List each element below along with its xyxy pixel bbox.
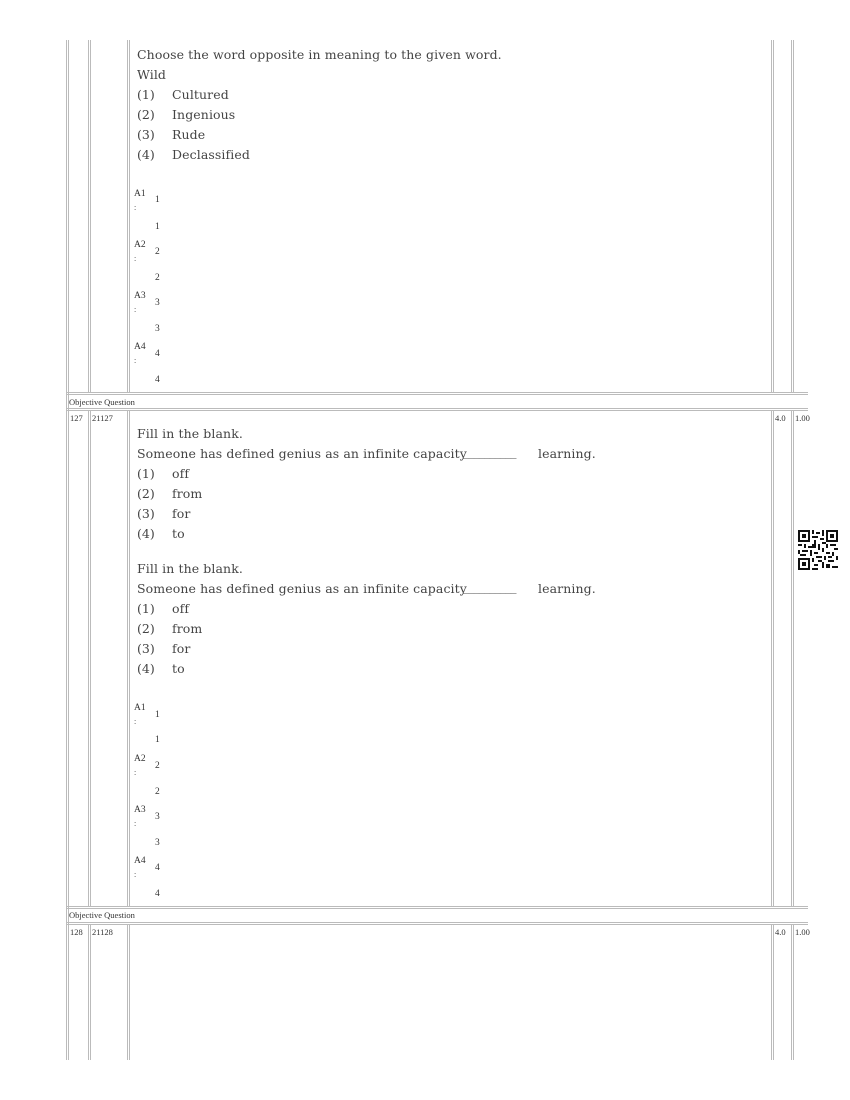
block1-answer-3-colon: : xyxy=(134,305,137,314)
left-border-inner xyxy=(68,40,69,1060)
block1-option-4-text: Declassified xyxy=(172,147,250,162)
q127-answer-2-value: 2 xyxy=(155,761,160,771)
q127-number: 127 xyxy=(70,413,83,423)
q127-id: 21127 xyxy=(92,413,113,423)
block1-option-3-text: Rude xyxy=(172,127,206,142)
col-divider-neg-2 xyxy=(793,40,794,392)
block1-word: Wild xyxy=(137,67,167,82)
q127-part1-sentence-a: Someone has defined genius as an infinite capacity xyxy=(137,446,467,461)
block1-bottom-border-2 xyxy=(66,394,808,395)
q127-part2-option-4-text: to xyxy=(172,661,185,676)
q128-neg-marks: 1.00 xyxy=(795,927,810,937)
q127-part2-option-3-text: for xyxy=(172,641,191,656)
q128-col-marks-2 xyxy=(773,924,774,1060)
q127-part1-option-1-text: off xyxy=(172,466,190,481)
q127-part2-heading: Fill in the blank. xyxy=(137,561,243,576)
q127-part1-blank: __________ xyxy=(463,444,516,459)
q127-answer-1-label: A1 xyxy=(134,703,146,713)
block1-answer-3-value: 3 xyxy=(155,298,160,308)
q127-part1-option-4-text: to xyxy=(172,526,185,541)
q127-col-number xyxy=(88,410,89,906)
block1-answer-1-colon: : xyxy=(134,203,137,212)
block1-answer-1-value: 1 xyxy=(155,195,160,205)
q127-part2-option-2-num: (2) xyxy=(137,621,155,636)
block1-answer-4-label: A4 xyxy=(134,342,146,352)
q127-part2-option-1-num: (1) xyxy=(137,601,155,616)
q127-part2-option-3-num: (3) xyxy=(137,641,155,656)
q128-col-neg-2 xyxy=(793,924,794,1060)
q127-answer-1-sub: 1 xyxy=(155,735,160,745)
q128-col-number xyxy=(88,924,89,1060)
q127-answer-4-sub: 4 xyxy=(155,889,160,899)
q127-answer-4-value: 4 xyxy=(155,863,160,873)
q127-bottom-border-2 xyxy=(66,908,808,909)
q128-marks: 4.0 xyxy=(775,927,786,937)
q127-part2-blank: __________ xyxy=(463,579,516,594)
block1-answer-2-sub: 2 xyxy=(155,273,160,283)
q127-col-id xyxy=(127,410,128,906)
left-border-outer xyxy=(66,40,67,1060)
block1-question: Choose the word opposite in meaning to the given word. xyxy=(137,47,502,62)
q127-col-number-2 xyxy=(90,410,91,906)
q127-col-neg-2 xyxy=(793,410,794,906)
q127-part1-option-4-num: (4) xyxy=(137,526,155,541)
section-label-objective-question-1: Objective Question xyxy=(69,397,135,407)
col-divider-number-2 xyxy=(90,40,91,392)
block1-option-1-num: (1) xyxy=(137,87,155,102)
block1-answer-1-sub: 1 xyxy=(155,222,160,232)
q127-top-border-2 xyxy=(66,410,808,411)
q127-answer-1-colon: : xyxy=(134,717,137,726)
q128-col-id-2 xyxy=(129,924,130,1060)
q127-answer-2-colon: : xyxy=(134,768,137,777)
block1-option-2-text: Ingenious xyxy=(172,107,236,122)
q127-answer-3-sub: 3 xyxy=(155,838,160,848)
block1-answer-3-sub: 3 xyxy=(155,324,160,334)
block1-answer-4-value: 4 xyxy=(155,349,160,359)
q127-col-neg xyxy=(791,410,792,906)
block1-answer-2-label: A2 xyxy=(134,240,146,250)
q128-top-border-2 xyxy=(66,924,808,925)
block1-option-4-num: (4) xyxy=(137,147,155,162)
block1-answer-3-label: A3 xyxy=(134,291,146,301)
q127-part2-option-4-num: (4) xyxy=(137,661,155,676)
col-divider-id-2 xyxy=(129,40,130,392)
q127-neg-marks: 1.00 xyxy=(795,413,810,423)
block1-bottom-border xyxy=(66,392,808,393)
q128-top-border xyxy=(66,922,808,923)
q127-bottom-border xyxy=(66,906,808,907)
q127-part2-option-2-text: from xyxy=(172,621,203,636)
q128-id: 21128 xyxy=(92,927,113,937)
q128-number: 128 xyxy=(70,927,83,937)
q128-col-neg xyxy=(791,924,792,1060)
block1-answer-1-label: A1 xyxy=(134,189,146,199)
block1-option-2-num: (2) xyxy=(137,107,155,122)
col-divider-number xyxy=(88,40,89,392)
q128-col-number-2 xyxy=(90,924,91,1060)
q128-col-marks xyxy=(771,924,772,1060)
q127-answer-2-sub: 2 xyxy=(155,787,160,797)
q127-part2-sentence-a: Someone has defined genius as an infinite capacity xyxy=(137,581,467,596)
q127-part1-option-2-num: (2) xyxy=(137,486,155,501)
qr-code-icon xyxy=(798,530,838,570)
q127-part1-option-1-num: (1) xyxy=(137,466,155,481)
q127-answer-3-colon: : xyxy=(134,819,137,828)
col-divider-neg xyxy=(791,40,792,392)
q127-col-marks-2 xyxy=(773,410,774,906)
q127-top-border xyxy=(66,408,808,409)
col-divider-id xyxy=(127,40,128,392)
q127-part1-option-2-text: from xyxy=(172,486,203,501)
q127-answer-3-value: 3 xyxy=(155,812,160,822)
q127-part2-sentence-b: learning. xyxy=(538,581,596,596)
q127-col-id-2 xyxy=(129,410,130,906)
q127-part1-heading: Fill in the blank. xyxy=(137,426,243,441)
q127-marks: 4.0 xyxy=(775,413,786,423)
q127-part1-option-3-text: for xyxy=(172,506,191,521)
q127-answer-4-colon: : xyxy=(134,870,137,879)
q128-col-id xyxy=(127,924,128,1060)
block1-option-1-text: Cultured xyxy=(172,87,229,102)
block1-answer-2-colon: : xyxy=(134,254,137,263)
q127-part1-sentence-b: learning. xyxy=(538,446,596,461)
col-divider-marks-2 xyxy=(773,40,774,392)
block1-option-3-num: (3) xyxy=(137,127,155,142)
section-label-objective-question-2: Objective Question xyxy=(69,910,135,920)
block1-answer-2-value: 2 xyxy=(155,247,160,257)
block1-answer-4-colon: : xyxy=(134,356,137,365)
q127-part1-option-3-num: (3) xyxy=(137,506,155,521)
q127-answer-4-label: A4 xyxy=(134,856,146,866)
q127-answer-2-label: A2 xyxy=(134,754,146,764)
q127-answer-3-label: A3 xyxy=(134,805,146,815)
q127-col-marks xyxy=(771,410,772,906)
col-divider-marks xyxy=(771,40,772,392)
q127-answer-1-value: 1 xyxy=(155,710,160,720)
block1-answer-4-sub: 4 xyxy=(155,375,160,385)
q127-part2-option-1-text: off xyxy=(172,601,190,616)
